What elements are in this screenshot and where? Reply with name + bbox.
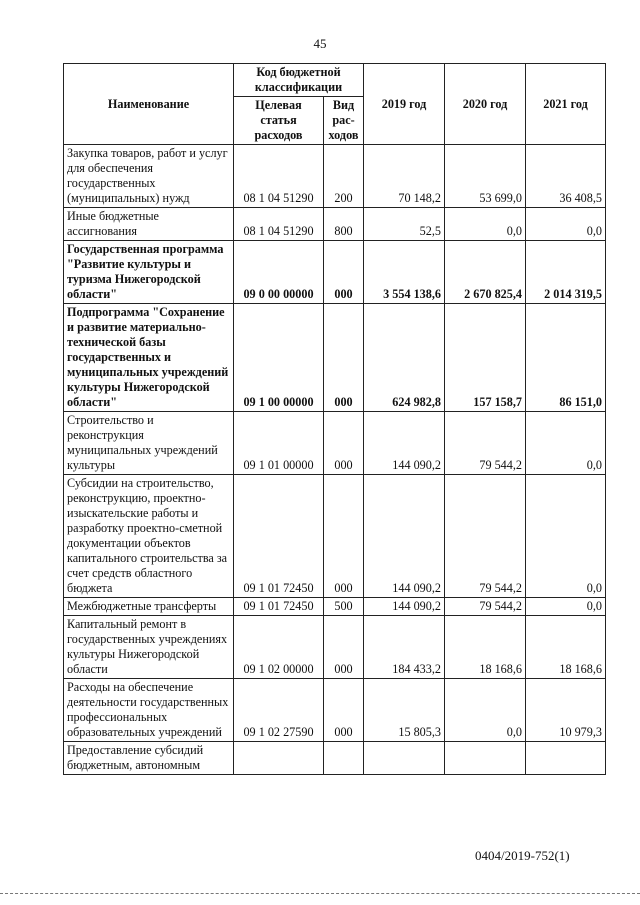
cell-name: Межбюджетные трансферты xyxy=(64,598,234,616)
cell-2021: 0,0 xyxy=(526,598,606,616)
budget-table xyxy=(63,63,606,775)
cell-name: Расходы на обеспечение деятельности государственных профессиональных образовательных учреждений xyxy=(64,679,234,742)
cell-2020: 157 158,7 xyxy=(445,304,526,412)
header-2021: 2021 год xyxy=(526,64,606,145)
cell-2020: 53 699,0 xyxy=(445,145,526,208)
table-row xyxy=(64,412,606,475)
cell-target-item: 09 1 02 00000 xyxy=(234,616,324,679)
table-row xyxy=(64,679,606,742)
table-row xyxy=(64,208,606,241)
cell-2019: 70 148,2 xyxy=(364,145,445,208)
cell-2019 xyxy=(364,742,445,775)
cell-2019: 624 982,8 xyxy=(364,304,445,412)
cell-name: Строительство и реконструкция муниципальных учреждений культуры xyxy=(64,412,234,475)
cell-expense-type: 000 xyxy=(324,241,364,304)
cell-2019: 184 433,2 xyxy=(364,616,445,679)
cell-name: Субсидии на строительство, реконструкцию, проектно-изыскательские работы и разработку проектно-сметной документации объектов капитального строительства за счет средств областного бюджета xyxy=(64,475,234,598)
cell-2020: 0,0 xyxy=(445,679,526,742)
cell-name: Закупка товаров, работ и услуг для обеспечения государственных (муниципальных) нужд xyxy=(64,145,234,208)
cell-target-item xyxy=(234,742,324,775)
cell-2021: 18 168,6 xyxy=(526,616,606,679)
cell-2020: 79 544,2 xyxy=(445,412,526,475)
header-2020: 2020 год xyxy=(445,64,526,145)
bottom-divider xyxy=(0,893,640,894)
cell-expense-type: 000 xyxy=(324,616,364,679)
cell-2020 xyxy=(445,742,526,775)
cell-2019: 144 090,2 xyxy=(364,598,445,616)
cell-2021 xyxy=(526,742,606,775)
header-row-top xyxy=(64,64,606,97)
page-number: 45 xyxy=(313,36,327,51)
header-2019: 2019 год xyxy=(364,64,445,145)
cell-expense-type xyxy=(324,742,364,775)
cell-2019: 144 090,2 xyxy=(364,475,445,598)
cell-expense-type: 000 xyxy=(324,679,364,742)
table-row xyxy=(64,304,606,412)
cell-expense-type: 000 xyxy=(324,304,364,412)
cell-target-item: 08 1 04 51290 xyxy=(234,145,324,208)
cell-name: Иные бюджетные ассигнования xyxy=(64,208,234,241)
cell-2020: 2 670 825,4 xyxy=(445,241,526,304)
cell-2021: 86 151,0 xyxy=(526,304,606,412)
cell-name: Подпрограмма "Сохранение и развитие материально-технической базы государственных и муниципальных учреждений культуры Нижегородской области" xyxy=(64,304,234,412)
cell-2019: 15 805,3 xyxy=(364,679,445,742)
header-expense-type: Вид рас-ходов xyxy=(324,97,364,145)
cell-target-item: 09 0 00 00000 xyxy=(234,241,324,304)
header-target-item: Целевая статья расходов xyxy=(234,97,324,145)
cell-expense-type: 500 xyxy=(324,598,364,616)
cell-2021: 0,0 xyxy=(526,475,606,598)
budget-table-body xyxy=(64,145,606,775)
cell-2021: 0,0 xyxy=(526,208,606,241)
cell-2020: 79 544,2 xyxy=(445,598,526,616)
cell-target-item: 09 1 00 00000 xyxy=(234,304,324,412)
cell-2021: 10 979,3 xyxy=(526,679,606,742)
header-classification-group: Код бюджетной классификации xyxy=(234,64,364,97)
cell-expense-type: 000 xyxy=(324,475,364,598)
cell-expense-type: 000 xyxy=(324,412,364,475)
cell-expense-type: 800 xyxy=(324,208,364,241)
cell-name: Предоставление субсидий бюджетным, автономным xyxy=(64,742,234,775)
cell-name: Капитальный ремонт в государственных учреждениях культуры Нижегородской области xyxy=(64,616,234,679)
table-row xyxy=(64,616,606,679)
cell-2020: 0,0 xyxy=(445,208,526,241)
cell-2020: 18 168,6 xyxy=(445,616,526,679)
header-name: Наименование xyxy=(64,64,234,145)
table-row xyxy=(64,241,606,304)
cell-target-item: 09 1 01 72450 xyxy=(234,598,324,616)
table-row xyxy=(64,742,606,775)
cell-name: Государственная программа "Развитие культуры и туризма Нижегородской области" xyxy=(64,241,234,304)
cell-2021: 36 408,5 xyxy=(526,145,606,208)
cell-expense-type: 200 xyxy=(324,145,364,208)
table-row xyxy=(64,598,606,616)
cell-2019: 3 554 138,6 xyxy=(364,241,445,304)
cell-2019: 52,5 xyxy=(364,208,445,241)
cell-2019: 144 090,2 xyxy=(364,412,445,475)
table-row xyxy=(64,145,606,208)
cell-target-item: 09 1 02 27590 xyxy=(234,679,324,742)
cell-2020: 79 544,2 xyxy=(445,475,526,598)
cell-target-item: 08 1 04 51290 xyxy=(234,208,324,241)
cell-2021: 2 014 319,5 xyxy=(526,241,606,304)
cell-target-item: 09 1 01 00000 xyxy=(234,412,324,475)
table-row xyxy=(64,475,606,598)
cell-2021: 0,0 xyxy=(526,412,606,475)
cell-target-item: 09 1 01 72450 xyxy=(234,475,324,598)
document-code: 0404/2019-752(1) xyxy=(475,848,570,863)
